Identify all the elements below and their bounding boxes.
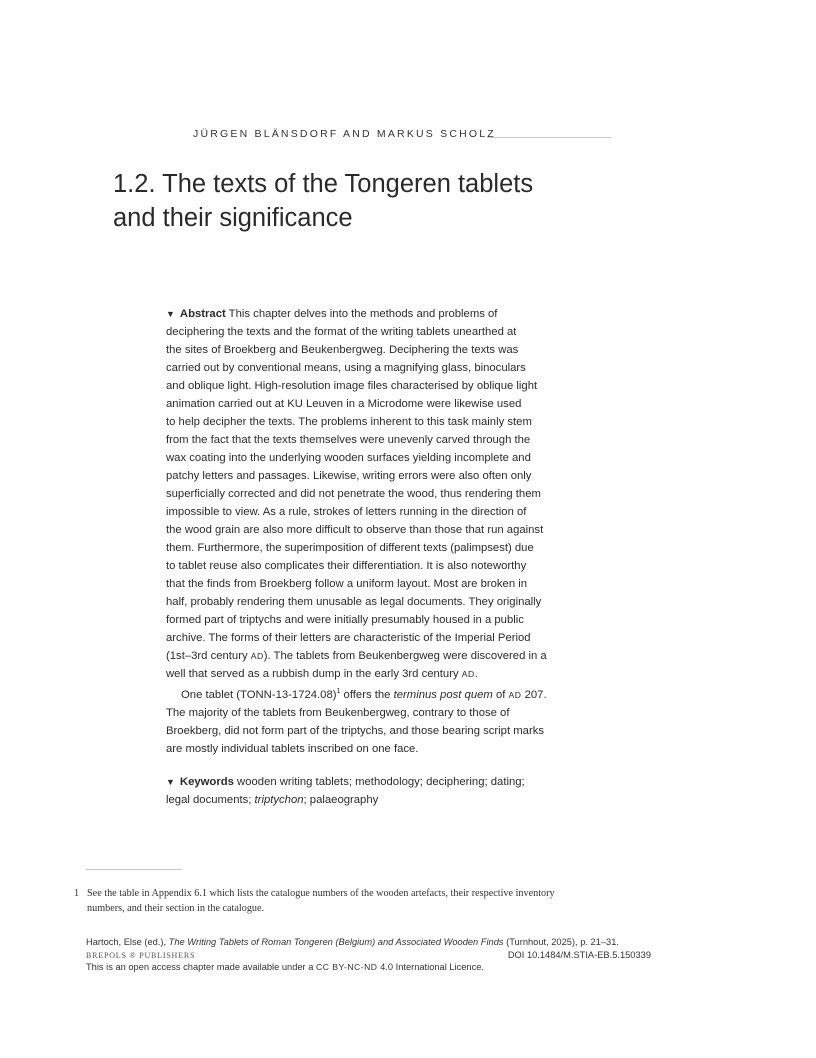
abstract-line: the wood grain are also more difficult to observe than those that run against	[166, 524, 544, 536]
abstract-text: offers the	[340, 688, 394, 701]
author-rule	[487, 137, 612, 138]
abstract-text: ). The tablets from Beukenbergweg were discovered in a	[263, 650, 547, 662]
abstract-paragraph-1	[166, 305, 596, 683]
abstract-text: .	[474, 668, 478, 680]
abstract-line: and oblique light. High-resolution image files characterised by oblique light	[166, 380, 538, 392]
publisher-name: BREPOLS ® PUBLISHERS	[86, 950, 196, 960]
keywords-text: legal documents;	[166, 794, 255, 806]
era-abbreviation: AD	[508, 689, 522, 700]
license-name[interactable]: CC BY-NC-ND	[315, 962, 378, 972]
license-text: 4.0 International Licence.	[377, 962, 484, 972]
keyword-italic: triptychon	[254, 794, 304, 806]
license-line	[86, 961, 666, 974]
triangle-down-icon: ▼	[166, 309, 175, 319]
abstract-line	[166, 665, 596, 683]
abstract-text: well that served as a rubbish dump in the early 3rd century	[166, 668, 462, 680]
footnote	[74, 886, 634, 916]
abstract-text: 207.	[521, 688, 547, 701]
abstract-line: The majority of the tablets from Beukenbergweg, contrary to those of	[166, 706, 510, 719]
abstract-line: that the finds from Broekberg follow a uniform layout. Most are broken in	[166, 578, 528, 590]
abstract-line: them. Furthermore, the superimposition of different texts (palimpsest) due	[166, 542, 534, 554]
book-title: The Writing Tablets of Roman Tongeren (Belgium) and Associated Wooden Finds	[168, 937, 504, 947]
footnote-line: numbers, and their section in the catalogue.	[87, 903, 265, 914]
keywords-line	[166, 773, 596, 791]
abstract-line: from the fact that the texts themselves were unevenly carved through the	[166, 434, 531, 446]
abstract-line	[166, 683, 596, 704]
citation-text: (Turnhout, 2025), p. 21–31.	[503, 937, 619, 947]
abstract-text: (1st–3rd century	[166, 650, 251, 662]
citation-line	[86, 936, 666, 949]
abstract-line: carried out by conventional means, using a magnifying glass, binoculars	[166, 362, 526, 374]
abstract-text: One tablet (TONN-13-1724.08)	[181, 688, 337, 701]
doi-link[interactable]: DOI 10.1484/M.STIA-EB.5.150339	[507, 949, 651, 960]
abstract-line: to help decipher the texts. The problems inherent to this task mainly stem	[166, 416, 532, 428]
abstract-line	[166, 647, 596, 665]
abstract-line: Broekberg, did not form part of the triptychs, and those bearing script marks	[166, 724, 544, 737]
title-line: 1.2. The texts of the Tongeren tablets	[113, 170, 534, 198]
footnote-number: 1	[74, 888, 80, 899]
license-text: This is an open access chapter made available under a	[86, 962, 316, 972]
footnote-text	[87, 886, 634, 916]
abstract-line: archive. The forms of their letters are characteristic of the Imperial Period	[166, 632, 531, 644]
keywords-line	[166, 791, 596, 809]
footnote-rule	[86, 869, 182, 870]
keywords-label: Keywords	[179, 776, 234, 788]
abstract-paragraph-2	[166, 683, 596, 758]
keywords-text: wooden writing tablets; methodology; deciphering; dating;	[233, 776, 525, 788]
keywords-text: ; palaeography	[303, 794, 379, 806]
title-line: and their significance	[113, 204, 353, 232]
footnote-line: See the table in Appendix 6.1 which lists the catalogue numbers of the wooden artefacts, their respective inventory	[87, 888, 555, 899]
abstract-line: impossible to view. As a rule, strokes of letters running in the direction of	[166, 506, 527, 518]
era-abbreviation: AD	[461, 669, 475, 679]
triangle-down-icon: ▼	[166, 777, 175, 787]
abstract-label: Abstract	[179, 308, 226, 320]
citation-block	[86, 936, 666, 974]
abstract-section	[166, 305, 596, 758]
abstract-line: patchy letters and passages. Likewise, writing errors were also often only	[166, 470, 532, 482]
abstract-line	[166, 305, 596, 323]
footnote-reference[interactable]: 1	[336, 688, 341, 695]
abstract-line: deciphering the texts and the format of the writing tablets unearthed at	[166, 326, 517, 338]
abstract-text: of	[492, 688, 509, 701]
abstract-text: This chapter delves into the methods and problems of	[225, 308, 498, 320]
abstract-line: superficially corrected and did not penetrate the wood, thus rendering them	[166, 488, 541, 500]
abstract-line: wax coating into the underlying wooden surfaces yielding incomplete and	[166, 452, 531, 464]
abstract-line: the sites of Broekberg and Beukenbergweg. Deciphering the texts was	[166, 344, 519, 356]
chapter-title	[113, 167, 633, 235]
latin-term: terminus post quem	[393, 688, 493, 701]
chapter-authors: JÜRGEN BLÄNSDORF AND MARKUS SCHOLZ	[193, 128, 496, 140]
keywords-section	[166, 773, 596, 809]
era-abbreviation: AD	[250, 651, 264, 661]
abstract-line: are mostly individual tablets inscribed on one face.	[166, 742, 419, 755]
citation-text: Hartoch, Else (ed.),	[86, 937, 169, 947]
abstract-line: half, probably rendering them unusable as legal documents. They originally	[166, 596, 542, 608]
abstract-line: animation carried out at KU Leuven in a Microdome were likewise used	[166, 398, 522, 410]
publisher-line	[86, 949, 666, 962]
abstract-line: to tablet reuse also complicates their differentiation. It is also noteworthy	[166, 560, 527, 572]
abstract-line: formed part of triptychs and were initially presumably housed in a public	[166, 614, 524, 626]
